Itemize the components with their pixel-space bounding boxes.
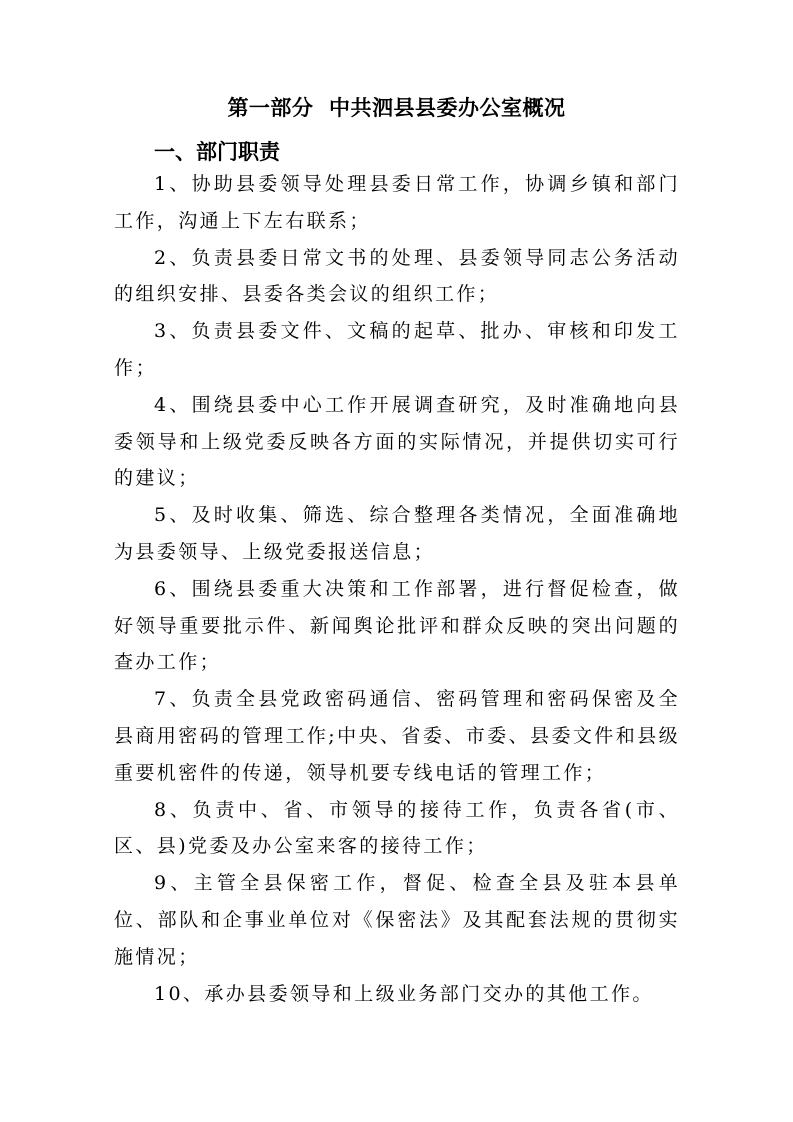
section-heading: 一、部门职责 <box>154 140 280 164</box>
duty-item-2: 2、负责县委日常文书的处理、县委领导同志公务活动的组织安排、县委各类会议的组织工作； <box>114 246 680 306</box>
duty-item-7: 7、负责全县党政密码通信、密码管理和密码保密及全县商用密码的管理工作;中央、省委、市委、县委文件和县级重要机密件的传递，领导机要专线电话的管理工作； <box>114 688 680 784</box>
duty-item-1: 1、协助县委领导处理县委日常工作，协调乡镇和部门工作，沟通上下左右联系； <box>114 173 680 232</box>
duty-item-6: 6、围绕县委重大决策和工作部署，进行督促检查，做好领导重要批示件、新闻舆论批评和群众反映的突出问题的查办工作； <box>114 577 680 674</box>
duty-item-9: 9、主管全县保密工作，督促、检查全县及驻本县单位、部队和企事业单位对《保密法》及其配套法规的贯彻实施情况； <box>114 872 680 968</box>
duty-item-4: 4、围绕县委中心工作开展调查研究，及时准确地向县委领导和上级党委反映各方面的实际情况，并提供切实可行的建议； <box>114 393 680 490</box>
duty-list <box>114 166 680 1012</box>
duty-item-5: 5、及时收集、筛选、综合整理各类情况，全面准确地为县委领导、上级党委报送信息； <box>114 504 680 563</box>
duty-item-10: 10、承办县委领导和上级业务部门交办的其他工作。 <box>154 982 654 1005</box>
duty-item-8: 8、负责中、省、市领导的接待工作，负责各省(市、区、县)党委及办公室来客的接待工作； <box>114 798 680 858</box>
page-title: 第一部分 中共泗县县委办公室概况 <box>227 96 566 120</box>
duty-item-3: 3、负责县委文件、文稿的起草、批办、审核和印发工作； <box>114 320 680 379</box>
